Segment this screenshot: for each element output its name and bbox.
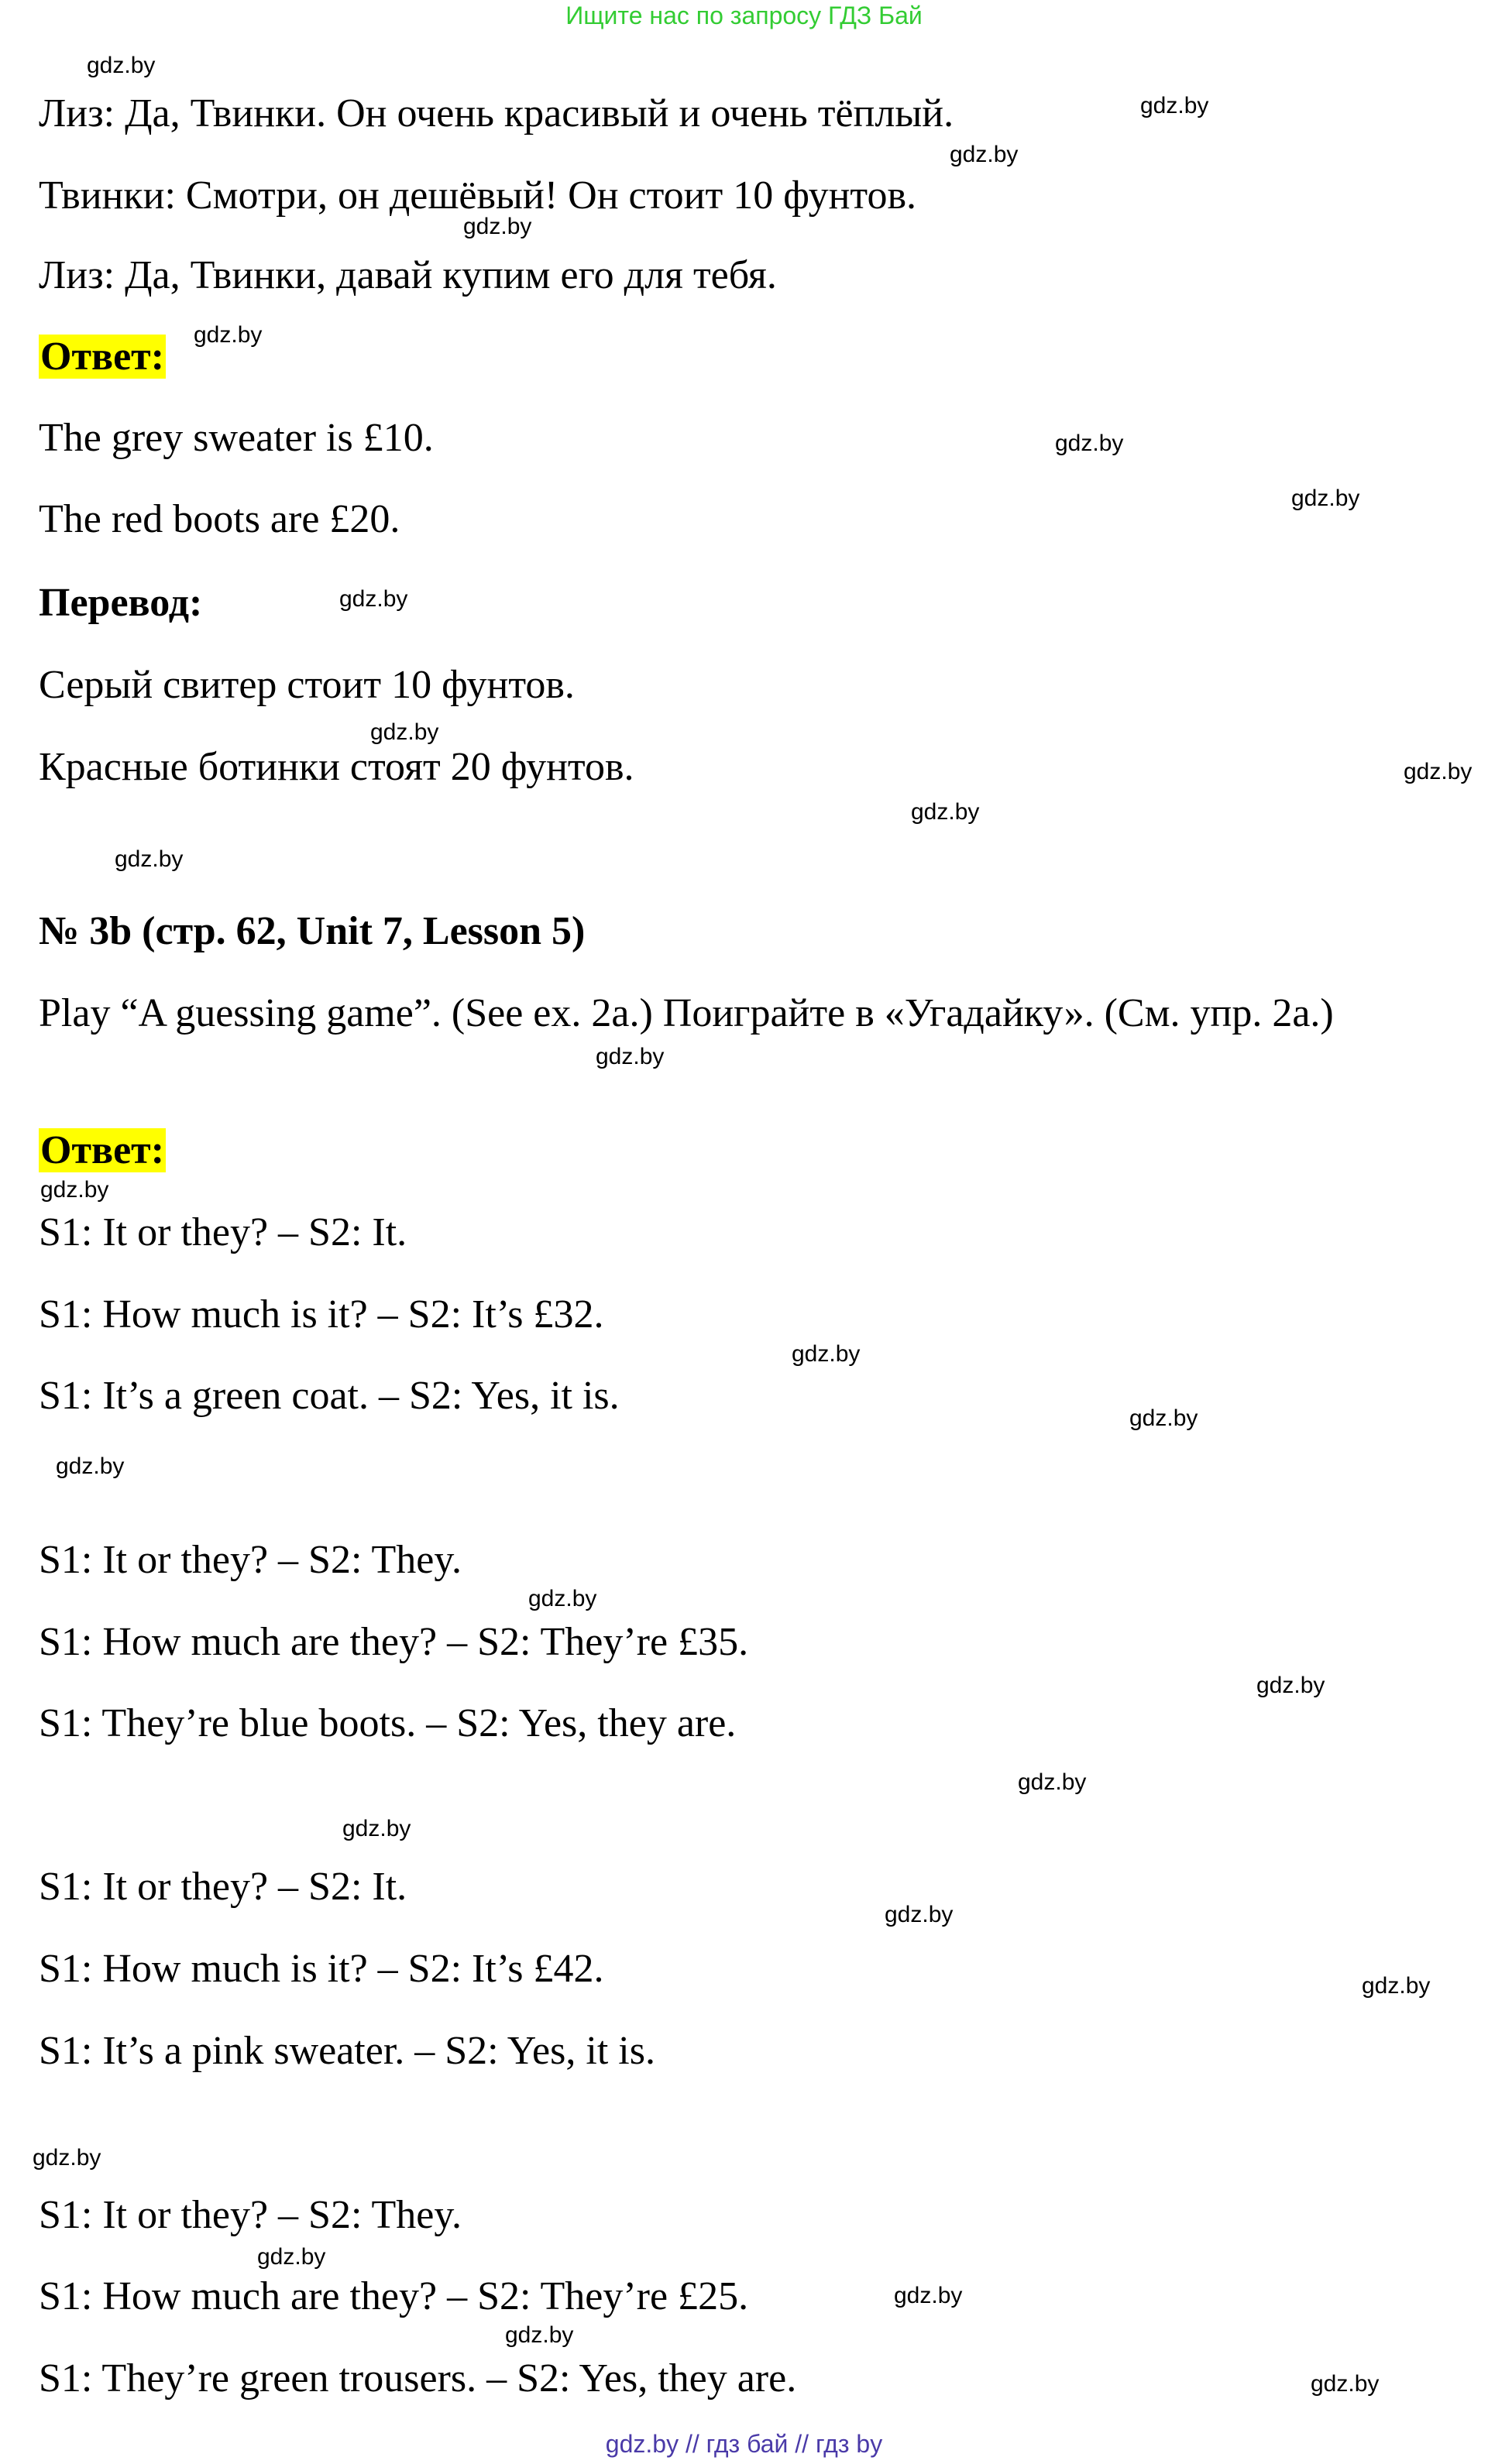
watermark: gdz.by <box>33 2145 101 2171</box>
watermark: gdz.by <box>596 1044 665 1069</box>
watermark: gdz.by <box>342 1816 411 1841</box>
translation-line-2: Красные ботинки стоят 20 фунтов. <box>39 745 634 789</box>
watermark: gdz.by <box>339 586 408 612</box>
translation-line-1: Серый свитер стоит 10 фунтов. <box>39 663 575 707</box>
watermark: gdz.by <box>528 1586 597 1611</box>
watermark: gdz.by <box>885 1902 954 1927</box>
watermark: gdz.by <box>1018 1769 1087 1795</box>
dialogue-line: S1: It or they? – S2: It. <box>39 1210 407 1254</box>
dialogue-line: S1: How much is it? – S2: It’s £42. <box>39 1947 604 1991</box>
watermark: gdz.by <box>1129 1405 1198 1431</box>
watermark: gdz.by <box>115 846 184 872</box>
watermark: gdz.by <box>194 322 263 348</box>
watermark: gdz.by <box>1362 1973 1431 1999</box>
dialogue-line: S1: How much are they? – S2: They’re £25. <box>39 2274 749 2318</box>
watermark: gdz.by <box>56 1453 125 1479</box>
watermark: gdz.by <box>911 799 980 825</box>
dialogue-line: S1: It or they? – S2: They. <box>39 1538 462 1582</box>
dialogue-liz-1: Лиз: Да, Твинки. Он очень красивый и очень тёплый. <box>39 91 954 136</box>
watermark: gdz.by <box>950 142 1019 167</box>
footer-links: gdz.by // гдз бай // гдз by <box>605 2430 883 2458</box>
watermark: gdz.by <box>1140 93 1209 118</box>
watermark: gdz.by <box>894 2283 963 2308</box>
dialogue-twinky: Твинки: Смотри, он дешёвый! Он стоит 10 фунтов. <box>39 173 917 218</box>
dialogue-line: S1: They’re green trousers. – S2: Yes, they are. <box>39 2356 797 2401</box>
exercise-heading: № 3b (стр. 62, Unit 7, Lesson 5) <box>39 909 586 953</box>
watermark: gdz.by <box>463 214 532 239</box>
watermark: gdz.by <box>1291 486 1360 511</box>
answer-label: Ответ: <box>40 335 165 379</box>
watermark: gdz.by <box>87 53 156 78</box>
watermark: gdz.by <box>370 719 439 745</box>
watermark: gdz.by <box>1055 431 1124 456</box>
watermark: gdz.by <box>792 1341 861 1367</box>
watermark: gdz.by <box>1404 759 1473 784</box>
answer-line-2: The red boots are £20. <box>39 497 400 541</box>
answer-line-1: The grey sweater is £10. <box>39 416 434 460</box>
watermark: gdz.by <box>505 2322 574 2348</box>
dialogue-line: S1: They’re blue boots. – S2: Yes, they are. <box>39 1701 737 1745</box>
top-banner: Ищите нас по запросу ГДЗ Бай <box>565 2 923 29</box>
dialogue-liz-2: Лиз: Да, Твинки, давай купим его для тебя. <box>39 253 777 297</box>
dialogue-line: S1: It’s a green coat. – S2: Yes, it is. <box>39 1374 620 1418</box>
dialogue-line: S1: It or they? – S2: They. <box>39 2193 462 2237</box>
exercise-task: Play “A guessing game”. (See ex. 2a.) Поиграйте в «Угадайку». (См. упр. 2а.) <box>39 991 1334 1035</box>
watermark: gdz.by <box>257 2244 326 2270</box>
translation-label: Перевод: <box>39 581 203 625</box>
dialogue-line: S1: How much are they? – S2: They’re £35. <box>39 1620 749 1664</box>
dialogue-line: S1: It or they? – S2: It. <box>39 1865 407 1909</box>
watermark: gdz.by <box>40 1177 109 1203</box>
dialogue-line: S1: How much is it? – S2: It’s £32. <box>39 1292 604 1337</box>
watermark: gdz.by <box>1311 2371 1380 2397</box>
answer-label: Ответ: <box>40 1128 165 1172</box>
watermark: gdz.by <box>1256 1673 1325 1698</box>
dialogue-line: S1: It’s a pink sweater. – S2: Yes, it is. <box>39 2029 655 2073</box>
